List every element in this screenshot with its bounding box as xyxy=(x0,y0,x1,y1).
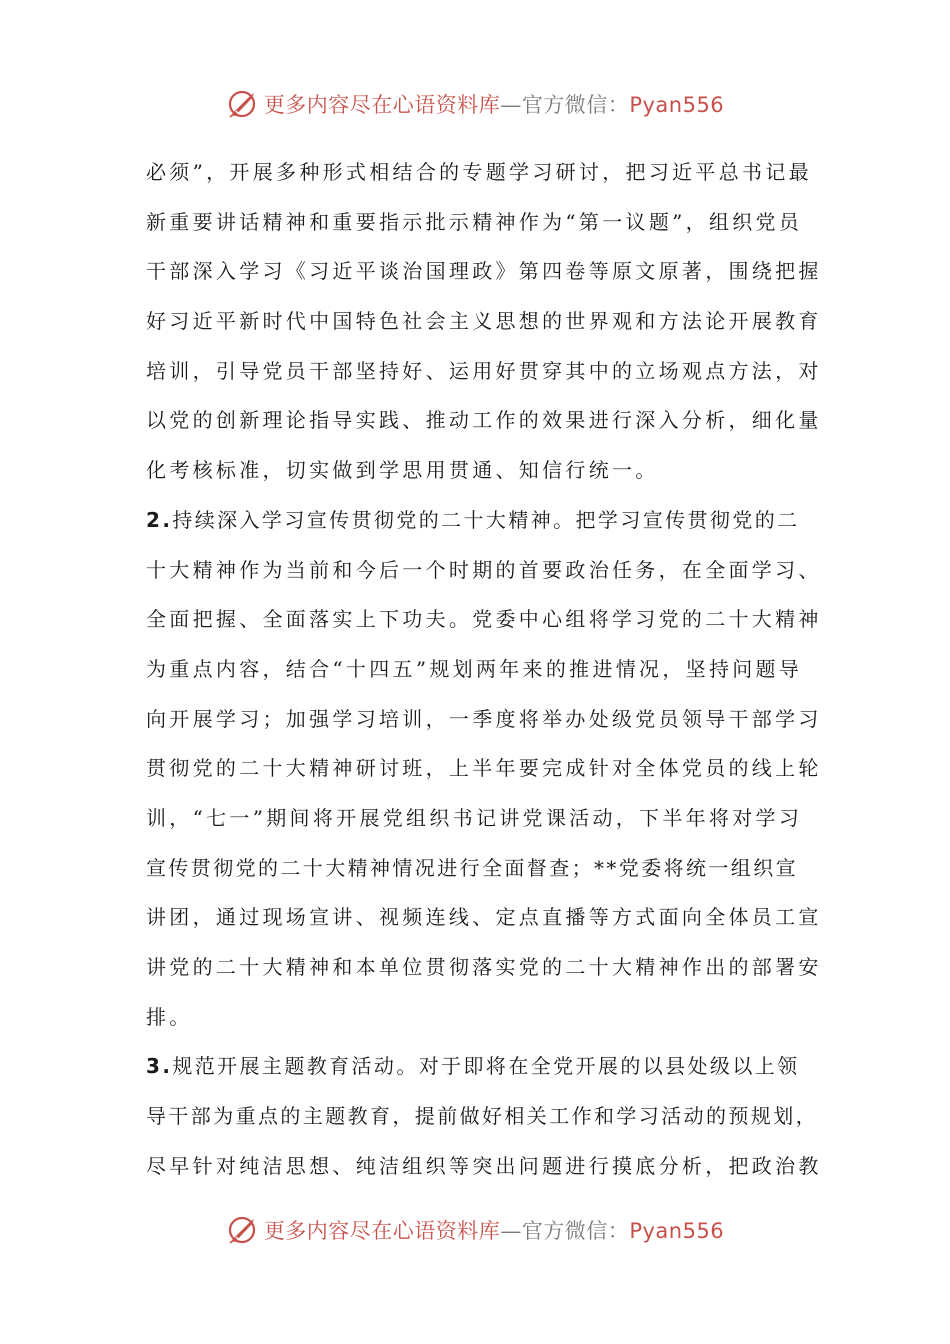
body-line: 十大精神作为当前和今后一个时期的首要政治任务，在全面学习、 xyxy=(146,557,822,582)
body-line: 导干部为重点的主题教育，提前做好相关工作和学习活动的预规划， xyxy=(146,1104,818,1129)
banner-wechat-id: Pyan556 xyxy=(629,1219,725,1243)
banner-wechat-label: —官方微信： xyxy=(500,93,630,117)
body-line: 必须”，开展多种形式相结合的专题学习研讨，把习近平总书记最 xyxy=(146,160,812,184)
body-line: 以党的创新理论指导实践、推动工作的效果进行深入分析，细化量 xyxy=(146,408,822,433)
body-line: 讲党的二十大精神和本单位贯彻落实党的二十大精神作出的部署安 xyxy=(146,955,822,979)
body-line: 排。 xyxy=(146,1004,193,1029)
body-line: 全面把握、全面落实上下功夫。党委中心组将学习党的二十大精神 xyxy=(146,607,822,632)
pen-logo-icon xyxy=(226,1213,260,1247)
banner-site-name: 更多内容尽在心语资料库 xyxy=(263,93,501,117)
body-line: 化考核标准，切实做到学思用贯通、知信行统一。 xyxy=(146,458,659,483)
body-line: 讲团，通过现场宣讲、视频连线、定点直播等方式面向全体员工宣 xyxy=(146,905,822,930)
header-watermark-banner xyxy=(0,82,950,126)
banner-wechat-id: Pyan556 xyxy=(629,93,725,117)
banner-wechat-label: —官方微信： xyxy=(500,1219,630,1243)
body-line: 贯彻党的二十大精神研讨班，上半年要完成针对全体党员的线上轮 xyxy=(146,756,822,781)
banner-text xyxy=(264,1215,724,1245)
footer-watermark-banner xyxy=(0,1208,950,1252)
item2-first-line: 持续深入学习宣传贯彻党的二十大精神。把学习宣传贯彻党的二 xyxy=(172,507,800,532)
body-line: 培训，引导党员干部坚持好、运用好贯穿其中的立场观点方法，对 xyxy=(146,358,822,383)
body-line: 新重要讲话精神和重要指示批示精神作为“第一议题”，组织党员 xyxy=(146,209,803,234)
body-line: 训，“七一”期间将开展党组织书记讲党课活动，下半年将对学习 xyxy=(146,805,803,830)
item3-heading-line xyxy=(146,1042,808,1092)
item2-number: 2. xyxy=(146,507,173,532)
body-line: 尽早针对纯洁思想、纯洁组织等突出问题进行摸底分析，把政治教 xyxy=(146,1153,822,1178)
item2-heading-line xyxy=(146,496,808,546)
item3-first-line: 规范开展主题教育活动。对于即将在全党开展的以县处级以上领 xyxy=(172,1054,800,1079)
body-line: 好习近平新时代中国特色社会主义思想的世界观和方法论开展教育 xyxy=(146,309,822,334)
pen-logo-icon xyxy=(226,87,260,121)
body-line: 为重点内容，结合“十四五”规划两年来的推进情况，坚持问题导 xyxy=(146,656,803,681)
body-line: 宣传贯彻党的二十大精神情况进行全面督查；**党委将统一组织宣 xyxy=(146,855,798,880)
item3-number: 3. xyxy=(146,1054,173,1079)
body-line: 向开展学习；加强学习培训，一季度将举办处级党员领导干部学习 xyxy=(146,706,822,731)
banner-text xyxy=(264,89,724,119)
document-body xyxy=(146,148,822,1191)
body-line: 干部深入学习《习近平谈治国理政》第四卷等原文原著，围绕把握 xyxy=(146,259,822,284)
banner-site-name: 更多内容尽在心语资料库 xyxy=(263,1219,501,1243)
